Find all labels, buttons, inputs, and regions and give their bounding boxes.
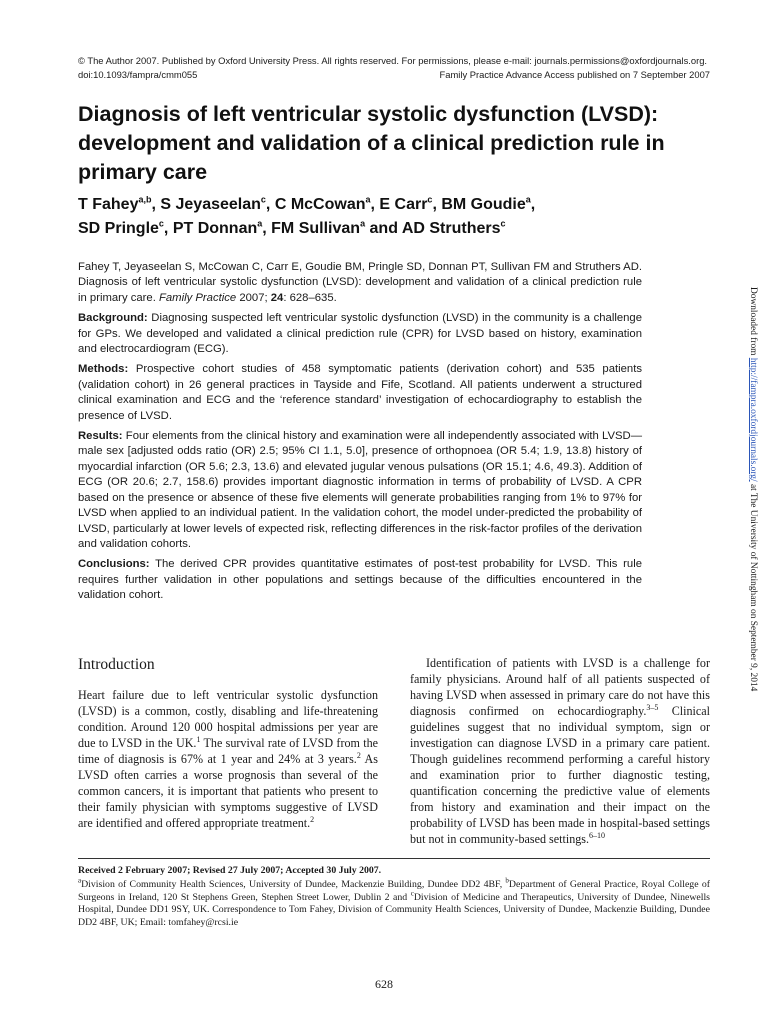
citation-ref: 6–10: [589, 830, 606, 840]
citation-ref: 3–5: [646, 702, 659, 712]
copyright-line: © The Author 2007. Published by Oxford University Press. All rights reserved. For permissions, please e-mail: journals.permissions@oxfordjournals.org.: [78, 55, 708, 66]
abstract: [78, 260, 642, 609]
page-number: 628: [375, 977, 393, 991]
citation-ref: 1: [196, 734, 201, 744]
journal-link[interactable]: http://fampra.oxfordjournals.org/: [748, 357, 758, 482]
author: T Fahey$^{a,b}$,: [78, 194, 161, 213]
download-note: [744, 287, 760, 767]
abstract-background: Background: Diagnosing suspected left ventricular systolic dysfunction (LVSD) in the community is a challenge for GPs. We developed and validated a clinical prediction rule (CPR) for LVSD based on history, examination and electrocardiogram (ECG).: [78, 312, 642, 356]
received-dates: Received 2 February 2007; Revised 27 July 2007; Accepted 30 July 2007.: [78, 865, 382, 876]
body-paragraph: Heart failure due to left ventricular systolic dysfunction (LVSD) is a common, costly, disabling and life-threatening condition. Around 120 000 hospital admissions per year are due to LVSD in the UK.$^1$ The survival rate of LVSD from the time of diagnosis is 67% at 1 year and 24% at 3 years.$^2$ As LVSD often carries a worse prognosis than several of the common cancers, it is important that patients who present to their family physician with symptoms suggestive of LVSD are identified and offered appropriate treatment.$^2$: [78, 688, 379, 830]
abstract-methods: Methods: Prospective cohort studies of 458 symptomatic patients (derivation cohort) and 535 patients (validation cohort) in 26 general practices in Tayside and Fife, Scotland. All patients underwent a structured clinical examination and ECG and the ‘reference standard’ investigation of echocardiography to establish the presence of LVSD.: [78, 363, 642, 422]
citation-ref: 2: [356, 750, 361, 760]
abstract-results: Results: Four elements from the clinical history and examination were all independently associated with LVSD—male sex [adjusted odds ratio (OR) 2.5; 95% CI 1.1, 5.0], presence of orthopnoea (OR 5.4; 1.9, 13.8) history of myocardial infarction (OR 5.6; 2.3, 13.6) and elevated jugular venous pulsations (OR 15.1; 4.6, 49.3). Addition of ECG (OR 20.6; 2.7, 158.6) provides important diagnostic information in terms of probability of LVSD. A CPR based on the presence or absence of these five elements will generate probabilities ranging from 1% to 97% for LVSD when applied to an individual patient. In the validation cohort, the model under-predicted the probability of LVSD, particularly at lower levels of expected risk, reflecting differences in the risk-factor profiles of the derivation and validation cohorts.: [78, 430, 643, 550]
footnote-divider: [78, 858, 710, 859]
author: E Carr$^c$,: [379, 194, 442, 213]
author: SD Pringle$^c$,: [78, 218, 173, 237]
advance-access-note: Family Practice Advance Access published on 7 September 2007: [439, 69, 710, 80]
abstract-conclusions: Conclusions: The derived CPR provides quantitative estimates of post-test probability for LVSD. This rule requires further validation in other populations and settings because of the difficulties encountered in the validation cohort.: [78, 558, 643, 602]
journal-name: Family Practice: [158, 291, 237, 304]
citation-ref: 2: [310, 814, 315, 824]
copyright-header: [78, 54, 710, 82]
author: C McCowan$^a$,: [274, 194, 380, 213]
article-title: Diagnosis of left ventricular systolic dysfunction (LVSD): development and validation of a clinical prediction rule in primary care: [78, 102, 665, 184]
author: FM Sullivan$^a$ and: [271, 218, 402, 237]
section-heading-introduction: Introduction: [78, 656, 155, 673]
author: BM Goudie$^a$,: [441, 194, 536, 213]
body-column-left: [78, 655, 378, 831]
doi-row: [78, 68, 710, 82]
author: PT Donnan$^a$,: [172, 218, 272, 237]
abstract-citation: Fahey T, Jeyaseelan S, McCowan C, Carr E, Goudie BM, Pringle SD, Donnan PT, Sullivan FM and Struthers AD. Diagnosis of left ventricular systolic dysfunction (LVSD): development and validation of a clinical prediction rule in primary care. Family Practice 2007; 24: 628–635.: [78, 261, 642, 304]
download-note-text: Downloaded from http://fampra.oxfordjournals.org/ at The University of Nottingham on September 9, 2014: [748, 287, 758, 692]
journal-volume: 24: [270, 291, 284, 304]
body-column-right: [410, 655, 710, 847]
body-paragraph: Identification of patients with LVSD is a challenge for family physicians. Around half of all patients suspected of having LVSD when assessed in primary care do not have this diagnosis confirmed on echocardiography.$^{3-5}$ Clinical guidelines suggest that no individual symptom, sign or investigation can diagnose LVSD in a primary care patient. Though guidelines recommend performing a careful history and examination prior to further diagnostic testing, quantification concerning the predictive value of elements from history and examination and their impact on the probability of LVSD has been made in hospital-based settings but not in community-based settings.$^{6-10}$: [410, 656, 711, 846]
footnotes: [78, 865, 710, 930]
affiliations: $^a$Division of Community Health Sciences, University of Dundee, Mackenzie Building, Dundee DD2 4BF, $^b$Department of General Practice, Royal College of Surgeons in Ireland, 120 St Stephens Green, Stephen Street Lower, Dublin 2 and $^c$Division of Medicine and Therapeutics, University of Dundee, Ninewells Hospital, Dundee DD1 9SY, UK. Correspondence to Tom Fahey, Division of Community Health Sciences, University of Dundee, Mackenzie Building, Dundee DD2 4BF, UK; Email: tomfahey@rcsi.ie: [78, 876, 710, 929]
doi: doi:10.1093/fampra/cmm055: [78, 69, 198, 80]
author-list: [78, 193, 678, 241]
author: S Jeyaseelan$^c$,: [160, 194, 275, 213]
author: AD Struthers$^c$: [401, 218, 506, 237]
